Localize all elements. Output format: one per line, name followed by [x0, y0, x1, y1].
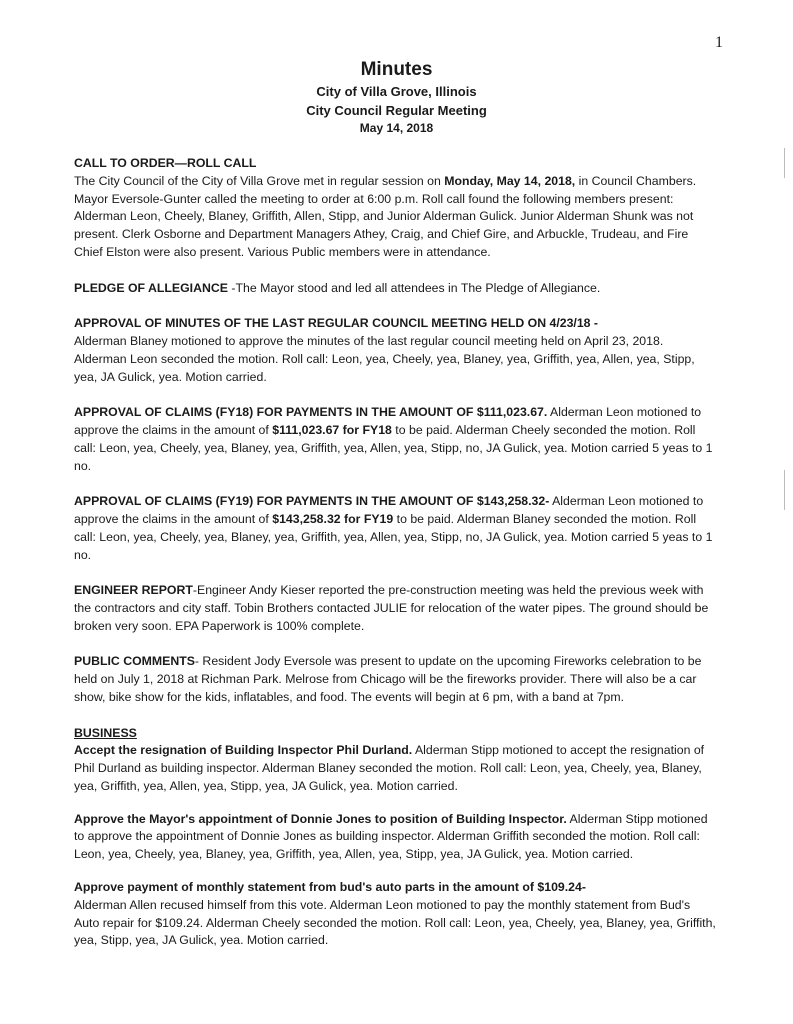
- text-run: Alderman Leon motioned to approve the claims in the amount of: [74, 494, 704, 526]
- meeting-date-bold: Monday, May 14, 2018,: [444, 173, 576, 188]
- business-item-text: Alderman Stipp motioned to accept the resignation of Phil Durland as building inspector. Alderman Blaney seconded the motion. Roll call: Leon, yea, Cheely, yea, Blaney, yea, Griffith, yea, Allen, yea, Stipp, yea, JA Gulick, yea. Motion carried.: [74, 743, 705, 793]
- section-heading: PLEDGE OF ALLEGIANCE: [74, 280, 228, 295]
- section-heading: CALL TO ORDER—ROLL CALL: [74, 156, 257, 170]
- document-title: Minutes: [360, 59, 433, 80]
- meeting-date: May 14, 2018: [359, 121, 434, 135]
- section-engineer-report: [74, 582, 717, 635]
- minutes-body: [74, 155, 717, 965]
- section-approval-of-minutes: [74, 315, 717, 386]
- section-text: -Engineer Andy Kieser reported the pre-construction meeting was held the previous week with the contractors and city staff. Tobin Brothers contacted JULIE for relocation of the water pipes. The ground should be broken very soon. EPA Paperwork is 100% complete.: [74, 583, 709, 633]
- scan-margin-mark: [784, 148, 785, 178]
- meeting-type: City Council Regular Meeting: [306, 103, 487, 118]
- section-text: - Resident Jody Eversole was present to update on the upcoming Fireworks celebration to be held on July 1, 2018 at Richman Park. Melrose from Chicago will be the fireworks provider. There will also be a car show, bike show for the kids, inflatables, and food. The events will begin at 6 pm, with a band at 7pm.: [74, 654, 702, 704]
- section-heading: BUSINESS: [74, 725, 137, 740]
- section-heading: APPROVAL OF CLAIMS (FY18) FOR PAYMENTS IN THE AMOUNT OF $111,023.67.: [74, 405, 548, 420]
- section-text: [74, 173, 717, 262]
- business-item: [74, 811, 717, 864]
- business-item-title: Accept the resignation of Building Inspector Phil Durland.: [74, 743, 413, 758]
- document-header: [0, 58, 793, 137]
- business-item-text: Alderman Allen recused himself from this vote. Alderman Leon motioned to pay the monthly statement from Bud's Auto repair for $109.24. Alderman Cheely seconded the motion. Roll call: Leon, yea, Cheely, yea, Blaney, yea, Griffith, yea, Stipp, yea, JA Gulick, yea. Motion carried.: [74, 897, 716, 948]
- section-call-to-order: [74, 155, 717, 262]
- page-number: 1: [715, 34, 723, 51]
- section-heading: PUBLIC COMMENTS: [74, 654, 195, 669]
- business-item: [74, 742, 717, 795]
- text-run: to be paid. Alderman Blaney seconded the motion. Roll call: Leon, yea, Cheely, yea, Blaney, yea, Griffith, yea, Allen, yea, Stipp, no, JA Gulick, yea. Motion carried 5 yeas to 1 no.: [74, 511, 713, 562]
- text-run: The City Council of the City of Villa Grove met in regular session on: [74, 173, 445, 188]
- section-text: -The Mayor stood and led all attendees in The Pledge of Allegiance.: [227, 280, 601, 295]
- section-text: Alderman Blaney motioned to approve the minutes of the last regular council meeting held on April 23, 2018. Alderman Leon seconded the motion. Roll call: Leon, yea, Cheely, yea, Blaney, yea, Griffith, yea, Allen, yea, Stipp, yea, JA Gulick, yea. Motion carried.: [74, 333, 695, 384]
- amount-bold: $111,023.67 for FY18: [272, 422, 392, 437]
- scan-margin-mark: [784, 470, 785, 510]
- section-claims-fy18: [74, 404, 717, 475]
- text-run: Alderman Leon motioned to approve the claims in the amount of: [74, 405, 702, 437]
- amount-bold: $143,258.32 for FY19: [272, 511, 394, 526]
- business-item-title: Approve payment of monthly statement from bud's auto parts in the amount of $109.24-: [74, 880, 586, 895]
- section-pledge: [74, 280, 717, 298]
- section-public-comments: [74, 653, 717, 706]
- section-business: [74, 725, 717, 951]
- business-item-text: Alderman Stipp motioned to approve the appointment of Donnie Jones as building inspector. Alderman Griffith seconded the motion. Roll call: Leon, yea, Cheely, yea, Blaney, yea, Griffith, yea, Allen, yea, Stipp, yea, JA Gulick, yea. Motion carried.: [74, 811, 708, 862]
- text-run: in Council Chambers. Mayor Eversole-Gunter called the meeting to order at 6:00 p.m. Roll call found the following members present: Alderman Leon, Cheely, Blaney, Griffith, Allen, Stipp, and Junior Alderman Gulick. Junior Alderman Shunk was not present. Clerk Osborne and Department Managers Athey, Craig, and Chief Gire, and Arbuckle, Trudeau, and Fire Chief Elston were also present. Various Public members were in attendance.: [74, 173, 697, 259]
- business-item: [74, 879, 717, 950]
- text-run: to be paid. Alderman Cheely seconded the motion. Roll call: Leon, yea, Cheely, yea, Blaney, yea, Griffith, yea, Allen, yea, Stipp, no, JA Gulick, yea. Motion carried 5 yeas to 1 no.: [74, 422, 713, 473]
- section-heading: ENGINEER REPORT: [74, 583, 193, 598]
- business-item-title: Approve the Mayor's appointment of Donnie Jones to position of Building Inspector.: [74, 811, 567, 826]
- section-heading: APPROVAL OF CLAIMS (FY19) FOR PAYMENTS IN THE AMOUNT OF $143,258.32-: [74, 494, 550, 509]
- section-heading: APPROVAL OF MINUTES OF THE LAST REGULAR COUNCIL MEETING HELD ON 4/23/18 -: [74, 316, 599, 331]
- city-name: City of Villa Grove, Illinois: [316, 84, 477, 99]
- section-claims-fy19: [74, 493, 717, 564]
